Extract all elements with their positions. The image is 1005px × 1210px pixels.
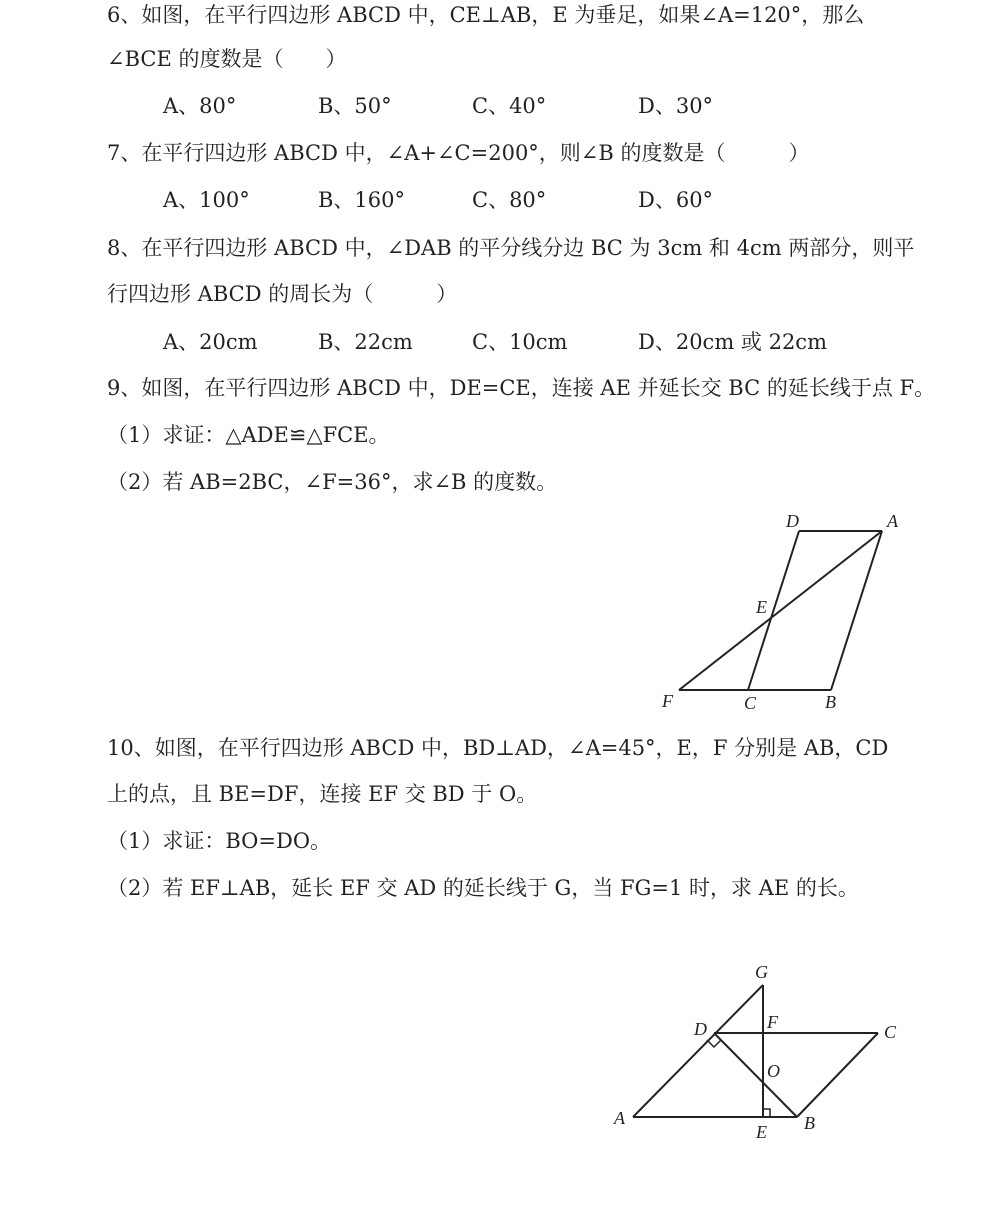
q9-part2: （2）若 AB=2BC，∠F=36°，求∠B 的度数。 xyxy=(107,470,558,494)
q8-option-c: C、10cm xyxy=(472,330,568,354)
q8-stem-line2: 行四边形 ABCD 的周长为（ ） xyxy=(107,282,458,306)
q8-option-b: B、22cm xyxy=(318,330,413,354)
q10-stem-line2: 上的点，且 BE=DF，连接 EF 交 BD 于 O。 xyxy=(107,782,538,806)
q10-stem-line1: 10、如图，在平行四边形 ABCD 中，BD⊥AD，∠A=45°，E，F 分别是 AB，CD xyxy=(107,736,889,760)
q6-stem-line2: ∠BCE 的度数是（ ） xyxy=(107,47,347,71)
q9-label-e: E xyxy=(756,597,767,617)
q7-option-b: B、160° xyxy=(318,188,406,212)
q10-seg-db xyxy=(714,1033,797,1117)
q10-label-e: E xyxy=(756,1122,767,1142)
q9-label-c: C xyxy=(744,693,757,713)
q6-option-b: B、50° xyxy=(318,94,392,118)
q10-part1: （1）求证：BO=DO。 xyxy=(107,829,332,853)
q10-label-g: G xyxy=(755,962,768,982)
q10-label-d: D xyxy=(694,1019,707,1039)
q9-label-d: D xyxy=(786,511,799,531)
q7-option-d: D、60° xyxy=(638,188,714,212)
q10-part2: （2）若 EF⊥AB，延长 EF 交 AD 的延长线于 G，当 FG=1 时，求 AE 的长。 xyxy=(107,876,859,900)
q7-option-c: C、80° xyxy=(472,188,547,212)
q10-right-angle-e xyxy=(763,1109,770,1117)
q6-option-a: A、80° xyxy=(163,94,237,118)
q8-option-a: A、20cm xyxy=(163,330,258,354)
q9-label-f: F xyxy=(662,691,673,711)
q9-label-a: A xyxy=(887,511,898,531)
q10-label-a: A xyxy=(614,1108,625,1128)
q9-part1: （1）求证：△ADE≌△FCE。 xyxy=(107,423,390,447)
q8-stem-line1: 8、在平行四边形 ABCD 中，∠DAB 的平分线分边 BC 为 3cm 和 4cm 两部分，则平 xyxy=(107,236,915,260)
q8-option-d: D、20cm 或 22cm xyxy=(638,330,827,354)
q7-stem-line1: 7、在平行四边形 ABCD 中，∠A+∠C=200°，则∠B 的度数是（ ） xyxy=(107,141,810,165)
q6-option-c: C、40° xyxy=(472,94,547,118)
q10-label-c: C xyxy=(884,1022,897,1042)
q9-label-b: B xyxy=(825,692,836,712)
q10-seg-ag xyxy=(633,985,763,1117)
q6-stem-line1: 6、如图，在平行四边形 ABCD 中，CE⊥AB，E 为垂足，如果∠A=120°，那么 xyxy=(107,3,865,27)
q10-seg-bc xyxy=(797,1033,878,1117)
q10-right-angle-d xyxy=(707,1040,721,1047)
q6-option-d: D、30° xyxy=(638,94,714,118)
q10-label-b: B xyxy=(804,1113,815,1133)
q7-option-a: A、100° xyxy=(163,188,250,212)
q10-label-f: F xyxy=(767,1012,778,1032)
q10-label-o: O xyxy=(767,1061,780,1081)
q9-stem: 9、如图，在平行四边形 ABCD 中，DE=CE，连接 AE 并延长交 BC 的延长线于点 F。 xyxy=(107,376,936,400)
